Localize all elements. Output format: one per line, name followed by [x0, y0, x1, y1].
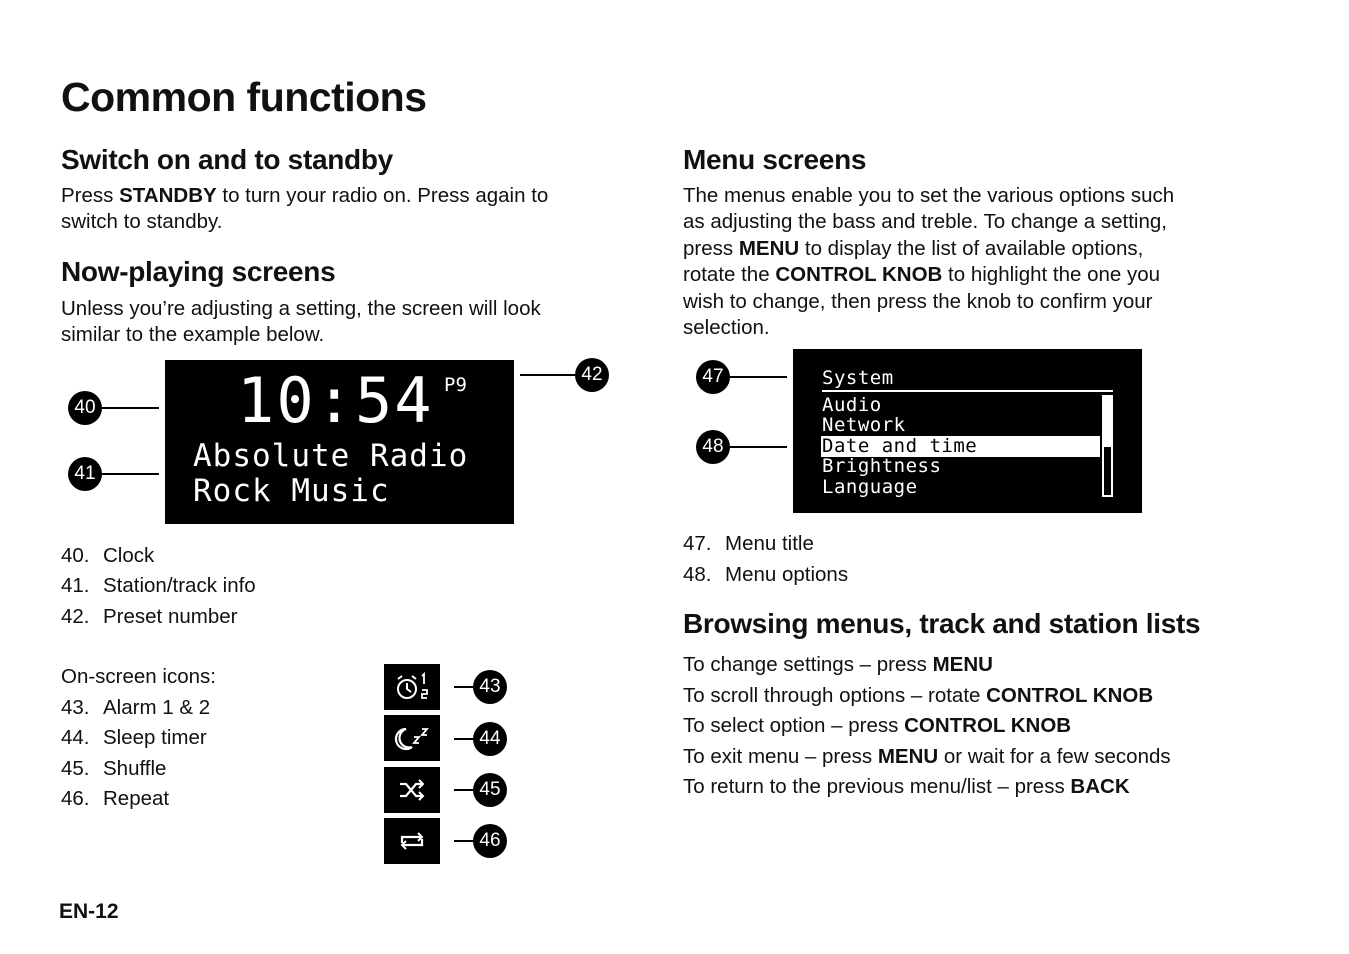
callout-42: 42 — [575, 358, 609, 392]
clock-readout: 10:54 — [237, 364, 434, 437]
menu-scrollbar-thumb — [1104, 397, 1111, 447]
standby-heading: Switch on and to standby — [61, 144, 393, 175]
page-number: EN-12 — [59, 900, 119, 923]
menu-item-audio: Audio — [822, 394, 882, 416]
legend-item-station-info: 41. Station/track info — [61, 574, 256, 597]
callout-45: 45 — [473, 773, 507, 807]
page-title: Common functions — [61, 74, 427, 120]
nowplaying-paragraph: Unless you’re adjusting a setting, the screen will look similar to the example below. — [61, 297, 541, 347]
callout-46: 46 — [473, 824, 507, 858]
browsing-line-change-settings: To change settings – press MENU — [683, 653, 993, 676]
callout-47: 47 — [696, 360, 730, 394]
callout-47-line — [730, 376, 787, 378]
preset-number: P9 — [444, 374, 467, 396]
callout-43: 43 — [473, 670, 507, 704]
legend-item-shuffle: 45. Shuffle — [61, 757, 167, 780]
menu-item-date-and-time: Date and time — [822, 435, 978, 457]
callout-41: 41 — [68, 457, 102, 491]
menu-paragraph: The menus enable you to set the various options such as adjusting the bass and treble. To change a setting, press MENU to display the list of available options, rotate the CONTROL KNOB to highlight the one you wish to change, then press the knob to confirm your selection. — [683, 184, 1175, 340]
shuffle-icon — [384, 767, 440, 813]
callout-45-line — [454, 789, 474, 791]
sleep-timer-icon — [384, 715, 440, 761]
menu-title-underline — [822, 390, 1113, 392]
browsing-line-select: To select option – press CONTROL KNOB — [683, 714, 1072, 737]
menu-scrollbar — [1102, 395, 1113, 497]
legend-item-alarm: 43. Alarm 1 & 2 — [61, 696, 211, 719]
callout-40: 40 — [68, 391, 102, 425]
icons-heading: On-screen icons: — [61, 665, 216, 688]
legend-item-preset: 42. Preset number — [61, 605, 238, 628]
alarm-icon — [384, 664, 440, 710]
menu-title: System — [822, 367, 894, 389]
legend-item-clock: 40. Clock — [61, 544, 155, 567]
nowplaying-heading: Now-playing screens — [61, 256, 336, 287]
standby-paragraph: Press STANDBY to turn your radio on. Press again to switch to standby. — [61, 184, 549, 234]
callout-48-line — [730, 446, 787, 448]
callout-41-line — [102, 473, 159, 475]
menu-item-network: Network — [822, 414, 906, 436]
station-name: Absolute Radio — [193, 438, 469, 474]
menu-display — [793, 349, 1142, 513]
repeat-icon — [384, 818, 440, 864]
callout-48: 48 — [696, 430, 730, 464]
legend-item-menu-options: 48. Menu options — [683, 563, 849, 586]
callout-46-line — [454, 840, 474, 842]
legend-item-menu-title: 47. Menu title — [683, 532, 814, 555]
callout-42-line — [520, 374, 576, 376]
browsing-line-scroll: To scroll through options – rotate CONTROL KNOB — [683, 684, 1154, 707]
standby-key: STANDBY — [119, 184, 217, 207]
menu-item-brightness: Brightness — [822, 455, 942, 477]
menu-heading: Menu screens — [683, 144, 867, 175]
track-name: Rock Music — [193, 473, 390, 509]
browsing-line-exit: To exit menu – press MENU or wait for a few seconds — [683, 745, 1171, 768]
callout-44-line — [454, 738, 474, 740]
callout-44: 44 — [473, 722, 507, 756]
callout-43-line — [454, 686, 474, 688]
legend-item-repeat: 46. Repeat — [61, 787, 170, 810]
callout-40-line — [102, 407, 159, 409]
menu-item-language: Language — [822, 476, 918, 498]
browsing-heading: Browsing menus, track and station lists — [683, 608, 1201, 639]
legend-item-sleep: 44. Sleep timer — [61, 726, 207, 749]
now-playing-display — [165, 360, 514, 524]
browsing-line-return: To return to the previous menu/list – press BACK — [683, 775, 1130, 798]
